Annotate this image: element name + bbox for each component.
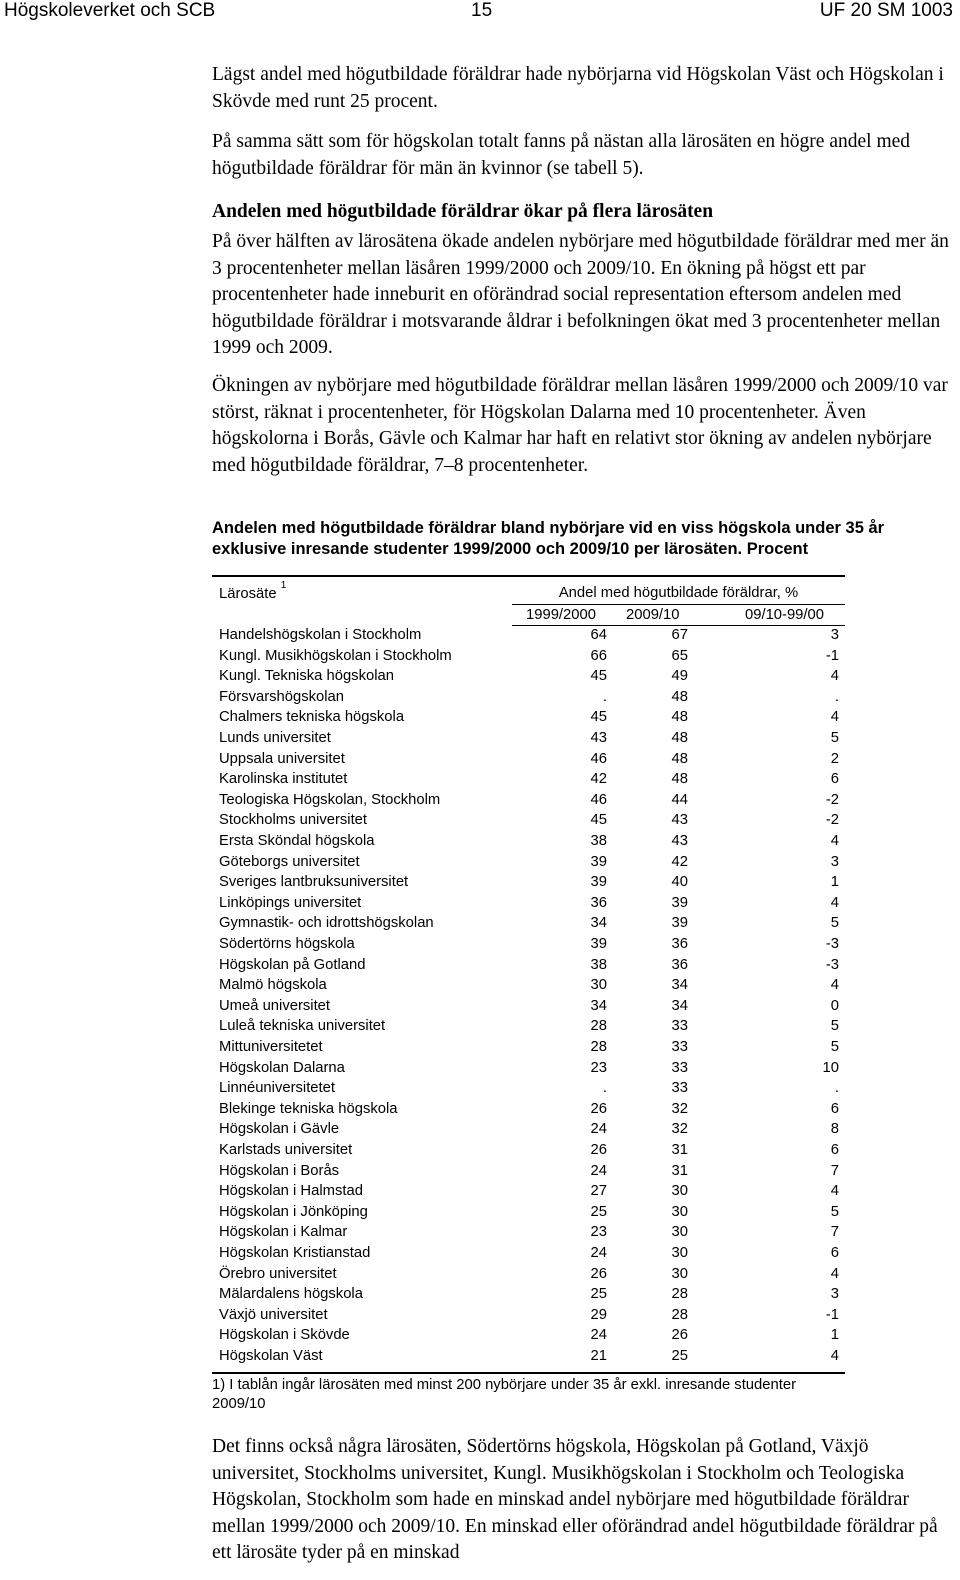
institution-cell: Teologiska Högskolan, Stockholm [219, 791, 441, 808]
value-1999-cell: 38 [590, 833, 607, 849]
value-2009-cell: 30 [671, 1203, 688, 1220]
value-2009-cell: 34 [671, 977, 688, 994]
change-cell: 4 [830, 1183, 839, 1200]
change-cell: 4 [830, 668, 839, 685]
table-row [212, 957, 845, 977]
value-1999-cell: 39 [590, 853, 607, 870]
value-2009-cell: 33 [671, 1080, 688, 1097]
table-row [212, 709, 845, 729]
change-cell: . [834, 688, 839, 705]
table-row [212, 936, 845, 956]
value-2009-cell: 33 [671, 1018, 688, 1035]
change-cell: 5 [830, 1203, 839, 1220]
institution-cell: Högskolan Kristianstad [219, 1245, 371, 1261]
value-1999-cell: 29 [590, 1306, 607, 1323]
institution-cell: Södertörns högskola [219, 936, 355, 952]
change-cell: 1 [830, 874, 839, 891]
paragraph-lowest-share: Lägst andel med högutbildade föräldrar hade nybörjarna vid Högskolan Väst och Högskolan i Skövde med runt 25 procent. [212, 64, 944, 112]
institution-cell: Mittuniversitetet [219, 1039, 323, 1055]
change-cell: 3 [830, 627, 839, 643]
value-2009-cell: 28 [671, 1286, 688, 1303]
table-row [212, 648, 845, 668]
value-1999-cell: 24 [590, 1245, 607, 1261]
institution-cell: Kungl. Musikhögskolan i Stockholm [219, 647, 452, 664]
table-row [212, 792, 845, 812]
table-row [212, 1204, 845, 1224]
paragraph-increase: På över hälften av lärosätena ökade andelen nybörjare med högutbildade föräldrar med mer än 3 procentenheter mellan läsåren 1999/2000 och 2009/10. En ökning på högst ett par procentenheter hade inneburit en oförändrad social representation eftersom andelen med högutbildade föräldrar i motsvarande åldrar i befolkningen ökat med 3 procentenheter mellan 1999 och 2009. [212, 231, 949, 358]
table-row [212, 771, 845, 791]
value-1999-cell: 39 [590, 936, 607, 952]
table-row [212, 1266, 845, 1286]
value-2009-cell: 33 [671, 1039, 688, 1055]
value-1999-cell: 39 [590, 874, 607, 891]
table-row [212, 1121, 845, 1141]
value-2009-cell: 49 [671, 668, 688, 685]
table-row [212, 1307, 845, 1327]
value-1999-cell: 21 [590, 1348, 607, 1364]
change-cell: 0 [830, 997, 839, 1014]
value-2009-cell: 44 [671, 791, 688, 808]
value-2009-cell: 30 [671, 1183, 688, 1200]
institution-cell: Försvarshögskolan [219, 688, 345, 705]
value-2009-cell: 67 [671, 627, 688, 643]
table-row [212, 833, 845, 853]
change-cell: . [834, 1080, 839, 1097]
table-row [212, 751, 845, 771]
section-heading: Andelen med högutbildade föräldrar ökar på flera lärosäten [212, 201, 714, 222]
table-row [212, 1183, 845, 1203]
table-top-rule [212, 575, 845, 577]
change-cell: 6 [830, 771, 839, 788]
institution-cell: Linköpings universitet [219, 894, 362, 911]
institution-cell: Gymnastik- och idrottshögskolan [219, 915, 434, 932]
value-1999-cell: 24 [590, 1162, 607, 1179]
value-1999-cell: 64 [590, 627, 607, 643]
page-number: 15 [471, 0, 493, 21]
institution-cell: Ersta Sköndal högskola [219, 833, 375, 849]
value-1999-cell: 45 [590, 812, 607, 829]
institution-cell: Karlstads universitet [219, 1142, 353, 1158]
value-2009-cell: 40 [671, 874, 688, 891]
paragraph-decrease: Det finns också några lärosäten, Södertörns högskola, Högskolan på Gotland, Växjö universitet, Stockholms universitet, Kungl. Musikhögskolan i Stockholm och Teologiska Högskolan, Stockholm som hade en minskad andel nybörjare med högutbildade föräldrar mellan 1999/2000 och 2009/10. En minskad eller oförändrad andel högutbildade föräldrar på ett lärosäte tyder på en minskad [212, 1436, 938, 1563]
value-2009-cell: 30 [671, 1265, 688, 1282]
institution-cell: Handelshögskolan i Stockholm [219, 627, 422, 643]
table-row [212, 668, 845, 688]
institution-cell: Malmö högskola [219, 977, 327, 994]
institution-cell: Högskolan Väst [219, 1348, 323, 1364]
value-2009-cell: 42 [671, 853, 688, 870]
value-1999-cell: 24 [590, 1121, 607, 1138]
table-row [212, 627, 845, 647]
change-cell: -3 [825, 936, 839, 952]
institution-cell: Stockholms universitet [219, 812, 368, 829]
value-1999-cell: 43 [590, 730, 607, 746]
institution-cell: Högskolan i Jönköping [219, 1203, 368, 1220]
value-1999-cell: 27 [590, 1183, 607, 1200]
value-2009-cell: 32 [671, 1121, 688, 1138]
value-2009-cell: 31 [671, 1142, 688, 1158]
value-2009-cell: 43 [671, 833, 688, 849]
value-2009-cell: 36 [671, 936, 688, 952]
value-1999-cell: 30 [590, 977, 607, 994]
institution-cell: Högskolan i Skövde [219, 1327, 350, 1344]
report-id: UF 20 SM 1003 [819, 0, 953, 21]
table-row [212, 977, 845, 997]
table-row [212, 1039, 845, 1059]
table-bottom-rule [212, 1372, 845, 1374]
value-2009-cell: 33 [671, 1059, 688, 1076]
table-row [212, 915, 845, 935]
value-1999-cell: 46 [590, 791, 607, 808]
table-row [212, 812, 845, 832]
institution-cell: Göteborgs universitet [219, 853, 360, 870]
change-cell: 6 [830, 1245, 839, 1261]
value-1999-cell: 23 [590, 1059, 607, 1076]
value-2009-cell: 43 [671, 812, 688, 829]
change-cell: -1 [825, 647, 839, 664]
value-1999-cell: 25 [590, 1286, 607, 1303]
change-cell: 5 [830, 1039, 839, 1055]
change-cell: 5 [830, 730, 839, 746]
footnote-marker: 1 [280, 580, 287, 591]
table-row [212, 1163, 845, 1183]
table-row [212, 1348, 845, 1368]
column-header-institution: Lärosäte $^1$ [219, 580, 287, 602]
table-row [212, 1080, 845, 1100]
change-cell: 1 [830, 1327, 839, 1344]
change-cell: -2 [825, 812, 839, 829]
column-header-2009: 2009/10 [626, 607, 680, 623]
value-1999-cell: 24 [590, 1327, 607, 1344]
value-1999-cell: . [602, 688, 607, 705]
table-row [212, 1327, 845, 1347]
change-cell: 4 [830, 709, 839, 726]
value-2009-cell: 39 [671, 915, 688, 932]
change-cell: 4 [830, 977, 839, 994]
change-cell: 4 [830, 833, 839, 849]
value-2009-cell: 36 [671, 956, 688, 973]
change-cell: 5 [830, 1018, 839, 1035]
table-row [212, 1286, 845, 1306]
value-2009-cell: 48 [671, 771, 688, 788]
paragraph-men-women: På samma sätt som för högskolan totalt fanns på nästan alla lärosäten en högre andel med högutbildade föräldrar för män än kvinnor (se tabell 5). [212, 131, 911, 179]
value-1999-cell: 46 [590, 750, 607, 767]
column-group-header: Andel med högutbildade föräldrar, % [558, 585, 799, 601]
table-row [212, 1245, 845, 1265]
value-1999-cell: 26 [590, 1100, 607, 1117]
value-2009-cell: 30 [671, 1224, 688, 1241]
change-cell: 6 [830, 1142, 839, 1158]
value-2009-cell: 65 [671, 647, 688, 664]
value-1999-cell: 36 [590, 894, 607, 911]
change-cell: 3 [830, 1286, 839, 1303]
change-cell: 4 [830, 1265, 839, 1282]
page-header [0, 0, 960, 24]
table-footnote: 1) I tablån ingår lärosäten med minst 200 nybörjare under 35 år exkl. inresande studenter 2009/10 [212, 1377, 796, 1412]
institution-cell: Högskolan i Borås [219, 1162, 340, 1179]
group-header-rule [512, 604, 845, 605]
change-cell: 3 [830, 853, 839, 870]
value-2009-cell: 48 [671, 688, 688, 705]
value-1999-cell: 26 [590, 1142, 607, 1158]
table-row [212, 730, 845, 750]
value-2009-cell: 48 [671, 750, 688, 767]
institution-cell: Högskolan Dalarna [219, 1059, 345, 1076]
table-row [212, 1224, 845, 1244]
institution-cell: Mälardalens högskola [219, 1286, 363, 1303]
table-row [212, 1060, 845, 1080]
institution-cell: Linnéuniversitetet [219, 1080, 335, 1097]
table-caption: Andelen med högutbildade föräldrar bland nybörjare vid en viss högskola under 35 år exklusive inresande studenter 1999/2000 och 2009/10 per lärosäten. Procent [212, 519, 885, 558]
table-row [212, 895, 845, 915]
institution-cell: Luleå tekniska universitet [219, 1018, 386, 1035]
table-row [212, 1142, 845, 1162]
table-row [212, 854, 845, 874]
institution-cell: Kungl. Tekniska högskolan [219, 668, 394, 685]
change-cell: 6 [830, 1100, 839, 1117]
value-2009-cell: 28 [671, 1306, 688, 1323]
header-publisher: Högskoleverket och SCB [4, 0, 216, 21]
change-cell: 8 [830, 1121, 839, 1138]
institution-cell: Karolinska institutet [219, 771, 348, 788]
change-cell: 10 [822, 1059, 839, 1076]
change-cell: 5 [830, 915, 839, 932]
value-1999-cell: 34 [590, 915, 607, 932]
value-1999-cell: 66 [590, 647, 607, 664]
value-1999-cell: 26 [590, 1265, 607, 1282]
institution-cell: Högskolan i Gävle [219, 1121, 340, 1138]
value-2009-cell: 39 [671, 894, 688, 911]
value-1999-cell: 28 [590, 1039, 607, 1055]
value-2009-cell: 30 [671, 1245, 688, 1261]
institution-cell: Uppsala universitet [219, 750, 345, 767]
table-row [212, 689, 845, 709]
value-1999-cell: 45 [590, 668, 607, 685]
change-cell: -3 [825, 956, 839, 973]
value-1999-cell: 42 [590, 771, 607, 788]
table-row [212, 998, 845, 1018]
value-2009-cell: 48 [671, 730, 688, 746]
table-row [212, 874, 845, 894]
change-cell: -2 [825, 791, 839, 808]
change-cell: 4 [830, 1348, 839, 1364]
change-cell: -1 [825, 1306, 839, 1323]
institution-cell: Högskolan i Halmstad [219, 1183, 363, 1200]
value-1999-cell: 28 [590, 1018, 607, 1035]
change-cell: 7 [830, 1224, 839, 1241]
institution-cell: Sveriges lantbruksuniversitet [219, 874, 409, 891]
change-cell: 4 [830, 894, 839, 911]
value-1999-cell: 38 [590, 956, 607, 973]
value-2009-cell: 48 [671, 709, 688, 726]
table-row [212, 1018, 845, 1038]
institution-cell: Örebro universitet [219, 1265, 337, 1282]
institution-cell: Lunds universitet [219, 730, 331, 746]
value-2009-cell: 31 [671, 1162, 688, 1179]
column-header-change: 09/10-99/00 [745, 607, 824, 623]
value-2009-cell: 34 [671, 997, 688, 1014]
value-1999-cell: 45 [590, 709, 607, 726]
column-header-1999: 1999/2000 [526, 607, 596, 623]
institution-cell: Växjö universitet [219, 1306, 328, 1323]
institution-cell: Umeå universitet [219, 997, 331, 1014]
institution-cell: Högskolan i Kalmar [219, 1224, 348, 1241]
change-cell: 7 [830, 1162, 839, 1179]
value-1999-cell: 23 [590, 1224, 607, 1241]
institution-cell: Högskolan på Gotland [219, 956, 366, 973]
value-2009-cell: 26 [671, 1327, 688, 1344]
value-2009-cell: 32 [671, 1100, 688, 1117]
paragraph-largest-increase: Ökningen av nybörjare med högutbildade föräldrar mellan läsåren 1999/2000 och 2009/10 var störst, räknat i procentenheter, för Högskolan Dalarna med 10 procentenheter. Även högskolorna i Borås, Gävle och Kalmar har haft en relativt stor ökning av andelen nybörjare med högutbildade föräldrar, 7–8 procentenheter. [212, 375, 948, 476]
change-cell: 2 [830, 750, 839, 767]
header-bottom-rule [512, 625, 845, 626]
institution-cell: Blekinge tekniska högskola [219, 1100, 398, 1117]
value-1999-cell: 25 [590, 1203, 607, 1220]
value-2009-cell: 25 [671, 1348, 688, 1364]
table-row [212, 1101, 845, 1121]
value-1999-cell: . [602, 1080, 607, 1097]
value-1999-cell: 34 [590, 997, 607, 1014]
institution-cell: Chalmers tekniska högskola [219, 709, 405, 726]
